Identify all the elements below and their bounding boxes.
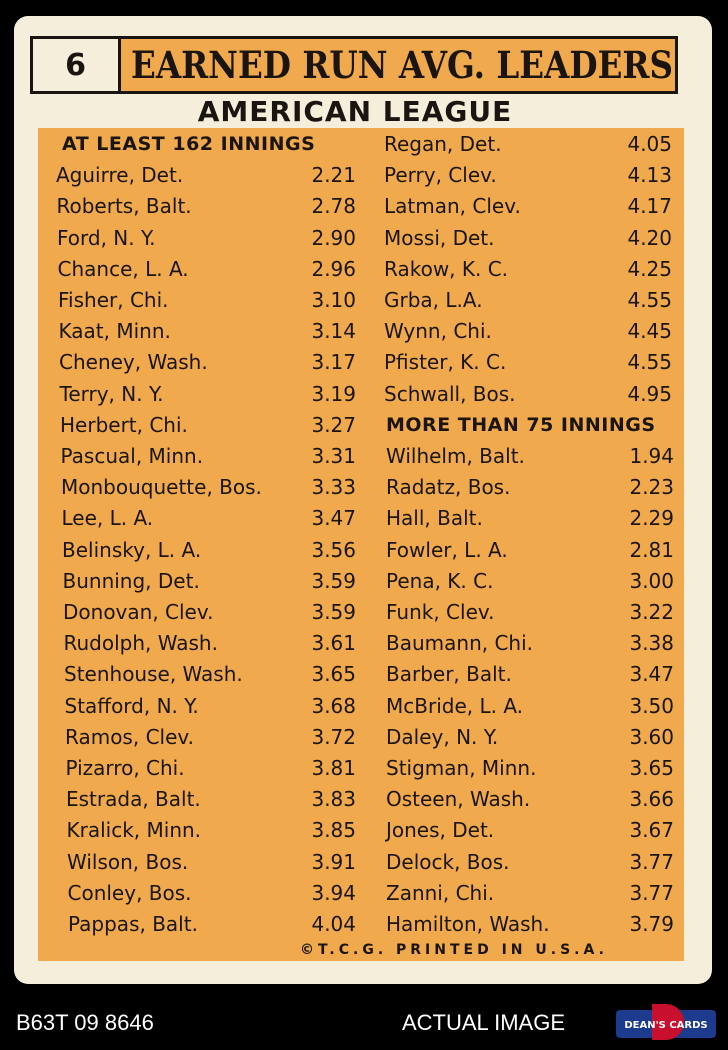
pitcher-name: Hall, Balt. [386,506,483,531]
actual-image-label: ACTUAL IMAGE [402,1010,565,1035]
era-value: 2.29 [629,506,674,531]
era-value: 3.38 [629,631,674,656]
pitcher-name: Barber, Balt. [386,662,512,687]
pitcher-row [384,192,672,220]
era-value: 3.83 [311,787,356,812]
era-value: 2.90 [311,225,356,250]
pitcher-name: Wynn, Chi. [384,319,492,344]
pitcher-name: Belinsky, L. A. [62,537,202,562]
pitcher-name: Rakow, K. C. [384,256,509,281]
copyright-line: ©T.C.G. PRINTED IN U.S.A. [300,942,608,958]
pitcher-row [61,442,357,470]
pitcher-row [59,317,357,345]
era-value: 4.95 [627,381,672,406]
pitcher-name: Wilson, Bos. [67,849,189,874]
pitcher-row [65,692,357,720]
era-value: 4.55 [627,288,672,312]
pitcher-name: Ramos, Clev. [65,724,195,749]
era-value: 2.21 [311,163,356,188]
pitcher-name: Zanni, Chi. [386,880,495,905]
pitcher-name: Mossi, Det. [384,225,495,250]
era-value: 3.68 [311,693,356,718]
pitcher-name: Ford, N. Y. [57,225,156,250]
pitcher-row [384,255,672,283]
pitcher-name: Perry, Clev. [384,163,497,188]
pitcher-name: Estrada, Balt. [66,787,201,812]
pitcher-name: Herbert, Chi. [60,412,188,437]
pitcher-name: Grba, L.A. [384,288,483,312]
era-value: 3.33 [311,475,356,500]
era-value: 4.55 [627,350,672,375]
pitcher-name: Pfister, K. C. [384,350,507,375]
pitcher-row [384,317,672,345]
pitcher-row [66,785,356,813]
pitcher-row [386,910,674,938]
pitcher-row [56,161,356,189]
era-value: 3.47 [629,662,674,687]
pitcher-name: Daley, N. Y. [386,724,499,749]
pitcher-row [386,879,674,907]
era-value: 3.65 [311,662,356,687]
card-title: EARNED RUN AVG. LEADERS [131,43,673,87]
pitcher-row [386,567,674,595]
pitcher-name: Donovan, Clev. [63,600,214,624]
era-value: 3.65 [629,756,674,780]
era-value: 3.10 [311,288,356,312]
card-number: 6 [33,39,121,91]
era-value: 3.66 [629,787,674,812]
pitcher-name: Regan, Det. [384,132,502,156]
pitcher-name: Latman, Clev. [384,194,521,219]
era-value: 3.85 [311,818,356,843]
pitcher-row [57,192,357,220]
pitcher-name: Stigman, Minn. [386,756,537,780]
pitcher-name: Terry, N. Y. [59,381,164,406]
pitcher-name: Baumann, Chi. [386,631,534,656]
era-value: 3.59 [311,568,356,593]
pitcher-name: Cheney, Wash. [59,350,208,375]
pitcher-name: Chance, L. A. [57,256,189,281]
era-value: 3.77 [629,849,674,874]
pitcher-row [66,754,357,782]
era-value: 2.81 [629,537,674,562]
pitcher-name: Funk, Clev. [386,600,495,624]
era-value: 2.96 [311,256,356,281]
era-value: 3.81 [311,756,356,780]
era-value: 4.17 [627,194,672,219]
pitcher-row [386,598,674,626]
era-value: 4.45 [627,319,672,344]
pitcher-name: Pena, K. C. [386,568,494,593]
era-value: 1.94 [629,444,674,468]
pitcher-name: Radatz, Bos. [386,475,511,500]
pitcher-name: Jones, Det. [386,818,495,843]
era-value: 3.17 [311,350,356,375]
pitcher-row [61,473,356,501]
era-value: 4.13 [627,163,672,188]
era-value: 4.20 [627,225,672,250]
deans-cards-logo [616,1002,716,1042]
pitcher-row [63,598,356,626]
era-value: 3.56 [311,537,356,562]
card-header [30,36,678,94]
pitcher-name: Fowler, L. A. [386,537,508,562]
pitcher-row [68,910,356,938]
pitcher-row [386,848,674,876]
pitcher-row [60,411,356,439]
pitcher-name: Fisher, Chi. [58,288,169,312]
era-value: 3.77 [629,880,674,905]
pitcher-name: McBride, L. A. [386,693,524,718]
era-value: 3.00 [629,568,674,593]
pitcher-row [62,504,357,532]
pitcher-row [384,161,672,189]
pitcher-name: Wilhelm, Balt. [386,444,525,468]
pitcher-name: Hamilton, Wash. [386,912,550,936]
pitcher-name: Pascual, Minn. [60,444,204,468]
pitcher-name: Rudolph, Wash. [63,631,218,656]
era-value: 3.14 [311,319,356,344]
pitcher-name: Aguirre, Det. [56,163,184,188]
pitcher-name: Osteen, Wash. [386,787,531,812]
pitcher-row [386,660,674,688]
section-header: MORE THAN 75 INNINGS [386,413,656,436]
pitcher-row [386,816,674,844]
pitcher-row [57,224,356,252]
era-value: 4.05 [627,132,672,156]
pitcher-name: Pizarro, Chi. [65,756,185,780]
pitcher-row [384,380,672,408]
era-value: 3.22 [629,600,674,624]
sku-label: B63T 09 8646 [16,1010,154,1035]
pitcher-row [64,629,357,657]
pitcher-name: Kralick, Minn. [66,818,202,843]
era-value: 4.25 [627,256,672,281]
era-value: 4.04 [311,912,356,936]
pitcher-name: Pappas, Balt. [68,912,198,936]
logo-text: DEAN'S CARDS [624,1020,708,1031]
pitcher-name: Conley, Bos. [67,880,192,905]
era-value: 3.72 [311,724,356,749]
pitcher-row [386,473,674,501]
pitcher-row [384,348,672,376]
pitcher-row [59,348,356,376]
pitcher-row [63,567,357,595]
league-heading: AMERICAN LEAGUE [197,95,513,128]
stats-panel [38,128,684,961]
pitcher-row [386,536,674,564]
pitcher-row [386,785,674,813]
era-value: 3.79 [629,912,674,936]
era-value: 3.19 [311,381,356,406]
pitcher-name: Bunning, Det. [62,568,200,593]
pitcher-row [386,504,674,532]
era-value: 3.67 [629,818,674,843]
era-value: 3.61 [311,631,356,656]
pitcher-row [67,816,357,844]
era-value: 3.59 [311,600,356,624]
pitcher-name: Lee, L. A. [61,506,154,531]
pitcher-row [386,754,674,782]
pitcher-name: Kaat, Minn. [58,319,171,344]
era-value: 3.27 [311,412,356,437]
pitcher-row [67,848,356,876]
pitcher-row [65,723,356,751]
era-value: 3.94 [311,880,356,905]
section-header: AT LEAST 162 INNINGS [62,133,316,155]
era-value: 3.50 [629,693,674,718]
pitcher-name: Delock, Bos. [386,849,510,874]
pitcher-row [386,629,674,657]
pitcher-name: Stafford, N. Y. [64,693,199,718]
era-value: 3.31 [311,444,356,468]
pitcher-row [384,224,672,252]
pitcher-row [58,286,356,314]
pitcher-row [384,286,672,314]
era-value: 3.60 [629,724,674,749]
pitcher-row [64,660,356,688]
pitcher-row [386,692,674,720]
pitcher-row [60,380,357,408]
pitcher-name: Schwall, Bos. [384,381,516,406]
era-value: 2.78 [311,194,356,219]
pitcher-name: Monbouquette, Bos. [61,475,262,500]
pitcher-row [68,879,357,907]
pitcher-name: Roberts, Balt. [56,194,192,219]
era-value: 3.47 [311,506,356,531]
pitcher-row [386,723,674,751]
era-value: 3.91 [311,849,356,874]
pitcher-row [62,536,356,564]
pitcher-name: Stenhouse, Wash. [64,662,243,687]
pitcher-row [58,255,357,283]
pitcher-row [386,442,674,470]
era-value: 2.23 [629,475,674,500]
pitcher-row [384,130,672,158]
